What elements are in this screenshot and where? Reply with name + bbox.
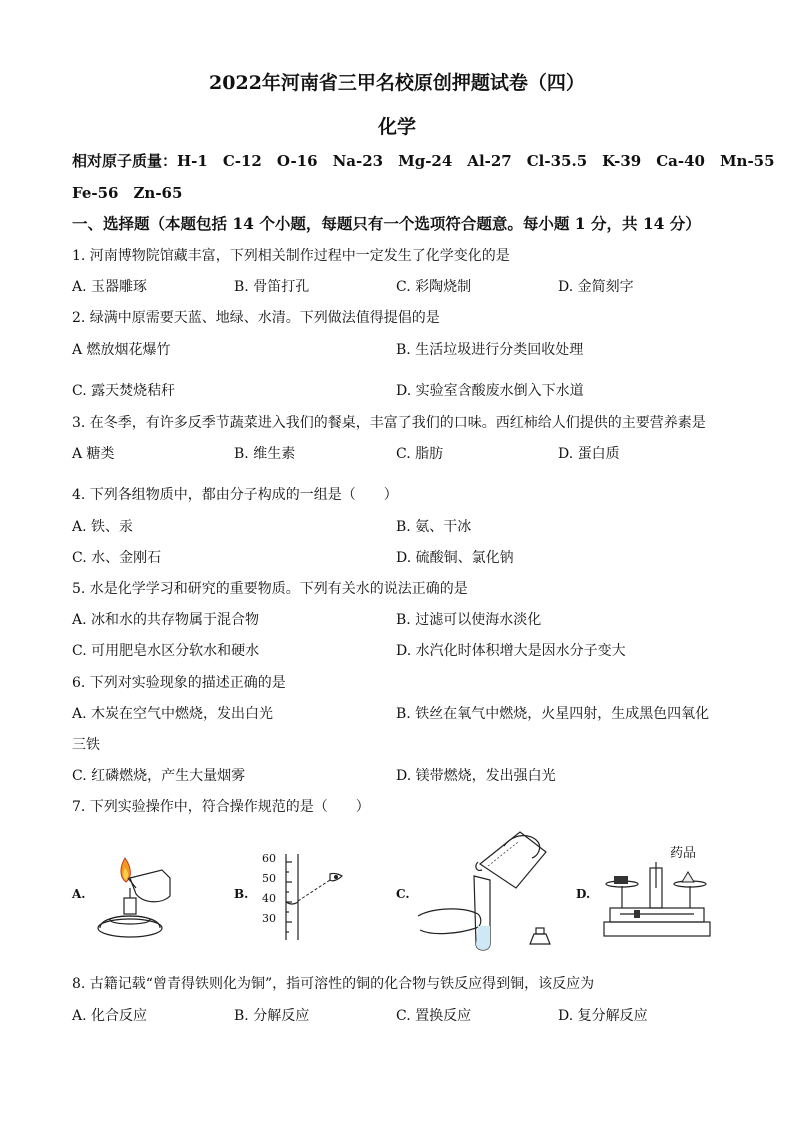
question-2-option-c[interactable]: C. 露天焚烧秸秆 — [72, 383, 176, 399]
cylinder-tick-30: 30 — [262, 912, 276, 925]
question-2-stem: 2. 绿满中原需要天蓝、地绿、水清。下列做法值得提倡的是 — [72, 310, 440, 326]
question-7-option-a[interactable]: A. — [72, 887, 86, 901]
question-6-option-a[interactable]: A. 木炭在空气中燃烧，发出白光 — [72, 706, 274, 722]
question-7-option-b[interactable]: B. — [234, 887, 249, 901]
question-3-stem: 3. 在冬季，有许多反季节蔬菜进入我们的餐桌，丰富了我们的口味。西红柿给人们提供的主要营养素是 — [72, 415, 706, 431]
cylinder-tick-40: 40 — [262, 892, 276, 905]
question-2-option-d[interactable]: D. 实验室含酸废水倒入下水道 — [396, 383, 584, 399]
cylinder-tick-60: 60 — [262, 852, 276, 865]
question-4-stem: 4. 下列各组物质中，都由分子构成的一组是（ ） — [72, 487, 398, 503]
question-8-option-c[interactable]: C. 置换反应 — [396, 1008, 472, 1024]
question-6-option-c[interactable]: C. 红磷燃烧，产生大量烟雾 — [72, 768, 246, 784]
subject-title: 化学 — [377, 116, 416, 138]
question-1-option-d[interactable]: D. 金简刻字 — [558, 279, 634, 295]
question-7-stem: 7. 下列实验操作中，符合操作规范的是（ ） — [72, 799, 370, 815]
pouring-liquid-figure — [412, 826, 562, 956]
question-1-stem: 1. 河南博物院馆藏丰富，下列相关制作过程中一定发生了化学变化的是 — [72, 248, 510, 264]
question-5-option-c[interactable]: C. 可用肥皂水区分软水和硬水 — [72, 643, 260, 659]
question-8-stem: 8. 古籍记载“曾青得铁则化为铜”，指可溶性的铜的化合物与铁反应得到铜，该反应为 — [72, 976, 595, 992]
question-4-option-b[interactable]: B. 氨、干冰 — [396, 519, 472, 535]
cylinder-tick-50: 50 — [262, 872, 276, 885]
section-title: 一、选择题（本题包括 14 个小题，每题只有一个选项符合题意。每小题 1 分，共 14 分） — [72, 214, 701, 233]
question-6-stem: 6. 下列对实验现象的描述正确的是 — [72, 675, 286, 691]
balance-figure — [600, 858, 714, 940]
question-4-option-d[interactable]: D. 硫酸铜、氯化钠 — [396, 550, 514, 566]
question-2-option-a[interactable]: A 燃放烟花爆竹 — [72, 342, 171, 358]
question-8-option-b[interactable]: B. 分解反应 — [234, 1008, 310, 1024]
question-2-option-b[interactable]: B. 生活垃圾进行分类回收处理 — [396, 342, 584, 358]
question-3-option-a[interactable]: A 糖类 — [72, 446, 115, 462]
question-6-option-b-continued: 三铁 — [72, 737, 100, 753]
question-6-option-b[interactable]: B. 铁丝在氧气中燃烧，火星四射，生成黑色四氧化 — [396, 706, 710, 722]
question-7-option-c[interactable]: C. — [396, 887, 410, 901]
question-3-option-d[interactable]: D. 蛋白质 — [558, 446, 620, 462]
question-3-option-b[interactable]: B. 维生素 — [234, 446, 296, 462]
question-8-option-d[interactable]: D. 复分解反应 — [558, 1008, 648, 1024]
question-7-option-d[interactable]: D. — [576, 887, 591, 901]
question-4-option-c[interactable]: C. 水、金刚石 — [72, 550, 162, 566]
atomic-mass-line-2: Fe-56 Zn-65 — [72, 184, 183, 202]
question-1-option-a[interactable]: A. 玉器雕琢 — [72, 279, 148, 295]
question-5-stem: 5. 水是化学学习和研究的重要物质。下列有关水的说法正确的是 — [72, 581, 468, 597]
question-5-option-d[interactable]: D. 水汽化时体积增大是因水分子变大 — [396, 643, 626, 659]
atomic-mass-line-1: 相对原子质量：H-1 C-12 O-16 Na-23 Mg-24 Al-27 Cl-35.5 K-39 Ca-40 Mn-55 — [72, 152, 775, 170]
question-5-option-b[interactable]: B. 过滤可以使海水淡化 — [396, 612, 542, 628]
question-4-option-a[interactable]: A. 铁、汞 — [72, 519, 134, 535]
question-6-option-d[interactable]: D. 镁带燃烧，发出强白光 — [396, 768, 556, 784]
balance-label: 药品 — [670, 846, 697, 861]
question-1-option-b[interactable]: B. 骨笛打孔 — [234, 279, 310, 295]
question-3-option-c[interactable]: C. 脂肪 — [396, 446, 444, 462]
question-8-option-a[interactable]: A. 化合反应 — [72, 1008, 148, 1024]
question-1-option-c[interactable]: C. 彩陶烧制 — [396, 279, 472, 295]
alcohol-lamp-figure — [92, 848, 182, 940]
question-5-option-a[interactable]: A. 冰和水的共存物属于混合物 — [72, 612, 260, 628]
page-title: 2022年河南省三甲名校原创押题试卷（四） — [209, 72, 585, 94]
